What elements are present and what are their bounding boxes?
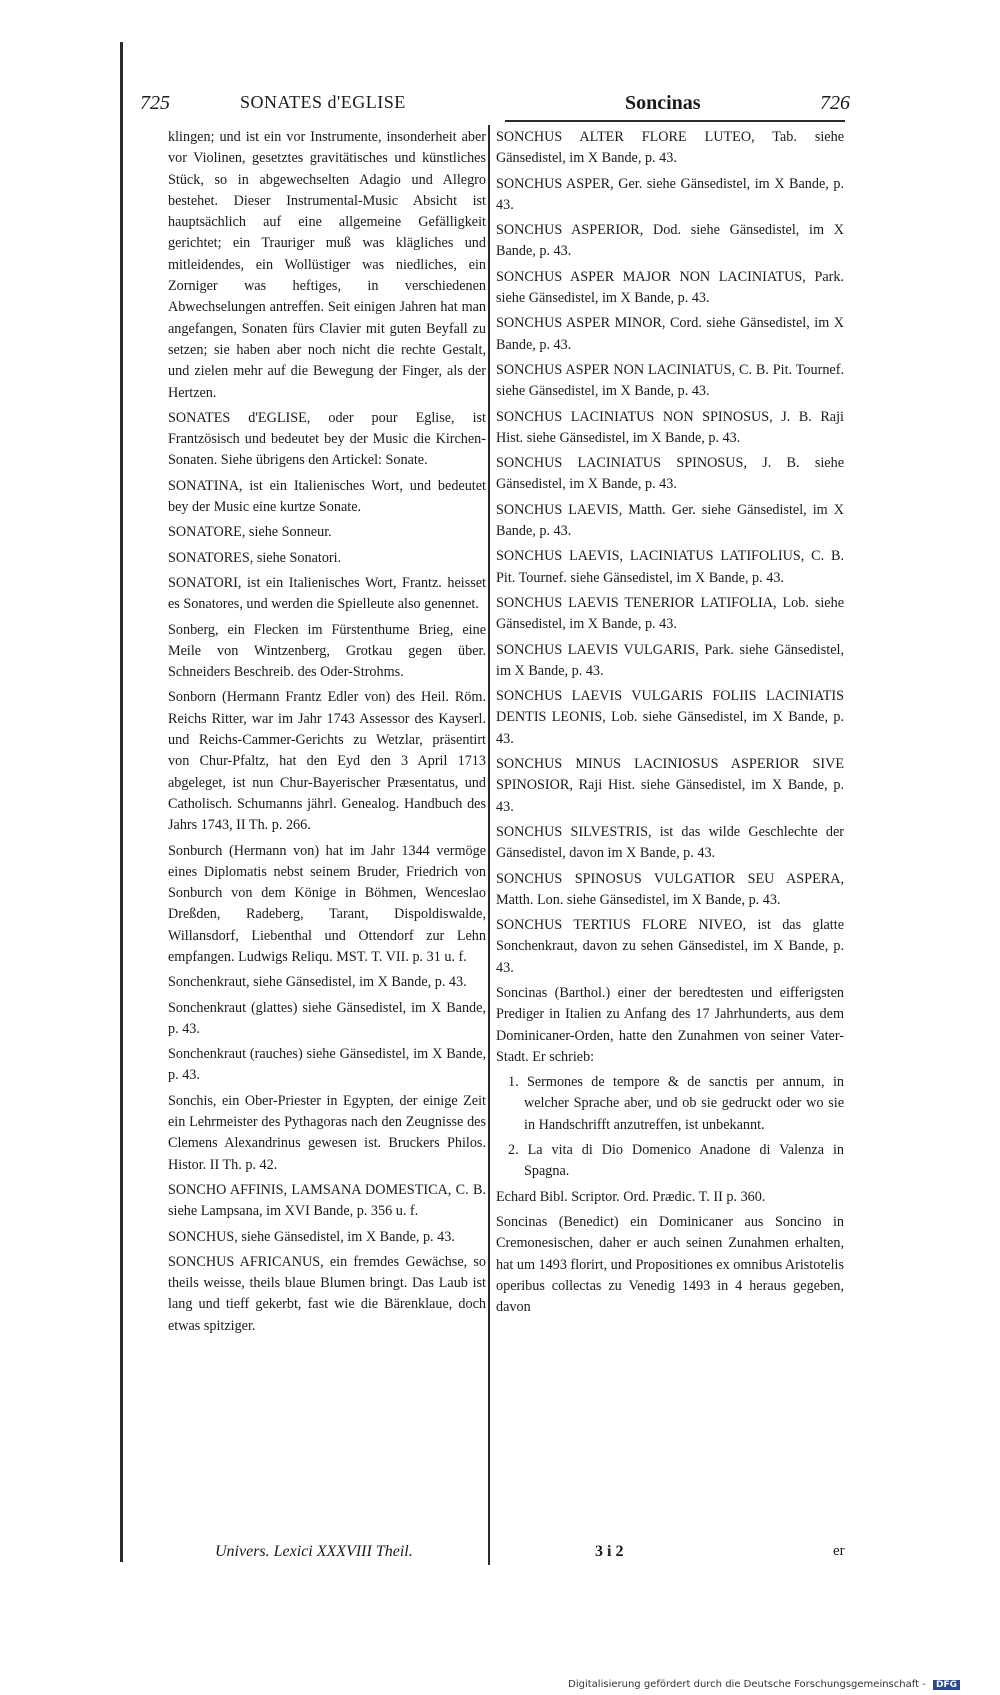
entry-sonchus-laciniatus-spinosus: SONCHUS LACINIATUS SPINOSUS, J. B. siehe Gänsedistel, im X Bande, p. 43. [496,455,844,493]
entry-sonchus-laevis-vulgaris-foliis: SONCHUS LAEVIS VULGARIS FOLIIS LACINIATIS DENTIS LEONIS, Lob. siehe Gänsedistel, im X Bande, p. 43. [496,688,844,747]
left-column [168,127,486,1341]
entry-sonchus-asper-non-laciniatus: SONCHUS ASPER NON LACINIATUS, C. B. Pit. Tournef. siehe Gänsedistel, im X Bande, p. 43. [496,361,844,400]
entry-sonate-continued: klingen; und ist ein vor Instrumente, insonderheit aber vor Violinen, gesetztes gravitätisches und künstliches Stück, so in abgewechselten Adagio und Allegro bestehet. Dieser Instrumental-Music Absicht ist hauptsächlich auf eine allgemeine Gefälligkeit gerichtet; ein Trauriger muß was klägliches und mitleidendes, ein Wollüstiger was niedliches, ein Zorniger was heftiges, in verschiedenen Abwechselungen antreffen. Seit einigen Jahren hat man angefangen, Sonaten fürs Clavier mit guten Beyfall zu setzen; sie haben aber noch nicht die rechte Gestalt, und zielen mehr auf die Bewegung der Finger, als der Hertzen. [168,129,486,401]
entry-soncho-affinis: SONCHO AFFINIS, LAMSANA DOMESTICA, C. B. siehe Lampsana, im XVI Bande, p. 356 u. f. [168,1181,486,1220]
entry-sonatores: SONATORES, siehe Sonatori. [168,549,342,566]
entry-sonchus-africanus: SONCHUS AFRICANUS, ein fremdes Gewächse, so theils weisse, theils blaue Blumen bringt. Das Laub ist lang und tieff gekerbt, fast wie die Bärenklaue, doch etwas spitziger. [168,1253,486,1334]
entry-sonberg: Sonberg, ein Flecken im Fürstenthume Brieg, eine Meile von Wintzenberg, Grotkau gegen über. Schneiders Beschreib. des Oder-Strohms. [168,621,486,681]
entry-sonchus-alter: SONCHUS ALTER FLORE LUTEO, Tab. siehe Gänsedistel, im X Bande, p. 43. [496,129,844,167]
credit-text: Digitalisierung gefördert durch die Deutsche Forschungsgemeinschaft - [568,1679,926,1690]
entry-soncinas-benedict: Soncinas (Benedict) ein Dominicaner aus Soncino in Cremonesischen, daher er auch seinen Zunahmen erhalten, hat um 1493 florirt, und Propositiones ex omnibus Aristotelis operibus collectas zu Venedig 1493 in 4 heraus gegeben, davon [496,1213,844,1316]
entry-sonchenkraut: Sonchenkraut, siehe Gänsedistel, im X Bande, p. 43. [168,974,467,991]
right-column [496,127,844,1322]
entry-sonatore: SONATORE, siehe Sonneur. [168,524,332,541]
entry-sonchus-laciniatus-non-spinosus: SONCHUS LACINIATUS NON SPINOSUS, J. B. Raji Hist. siehe Gänsedistel, im X Bande, p. 43. [496,408,844,446]
right-page-number: 726 [820,92,850,114]
entry-echard-reference: Echard Bibl. Scriptor. Ord. Prædic. T. II p. 360. [496,1188,766,1205]
entry-sonates-eglise: SONATES d'EGLISE, oder pour Eglise, ist Frantzösisch und bedeutet bey der Music die Kirchen-Sonaten. Siehe übrigens den Artickel: Sonate. [168,409,486,469]
left-margin-rule [120,42,123,1562]
header-rule [505,120,845,122]
entry-sonchus-asperior: SONCHUS ASPERIOR, Dod. siehe Gänsedistel, im X Bande, p. 43. [496,222,844,260]
left-page-number: 725 [140,92,170,114]
list-item: 2. La vita di Dio Domenico Anadone di Valenza in Spagna. [508,1142,844,1180]
entry-soncinas-barthol: Soncinas (Barthol.) einer der beredtesten und eifferigsten Prediger in Italien zu Anfang des 17 Jahrhunderts, aus dem Dominicaner-Orden, hatte den Zunahmen von seiner Vater-Stadt. Er schrieb: [496,984,844,1065]
entry-sonatina: SONATINA, ist ein Italienisches Wort, und bedeutet bey der Music eine kurtze Sonate. [168,477,486,516]
entry-sonburch: Sonburch (Hermann von) hat im Jahr 1344 vermöge eines Diplomatis nebst seinem Bruder, Friedrich von Sonburch von dem Könige in Böhmen, Wenceslao Dreßden, Radeberg, Tarant, Dispoldiswalde, Willansdorf, Liebenthal und Ottendorf zur Lehn empfangen. Ludwigs Reliqu. MST. T. VII. p. 31 u. f. [168,842,486,965]
digitization-credit [568,1679,960,1690]
entry-sonborn: Sonborn (Hermann Frantz Edler von) des Heil. Röm. Reichs Ritter, war im Jahr 1743 Assessor des Kayserl. und Reichs-Cammer-Gerichts zu Wetzlar, präsentirt von Chur-Pfaltz, hat den Eyd den 3 April 1713 abgeleget, ist nun Chur-Bayerischer Præsentatus, und Catholisch. Schumanns jährl. Genealog. Handbuch des Jahrs 1743, II Th. p. 266. [168,689,486,834]
list-item: 1. Sermones de tempore & de sanctis per annum, in welcher Sprache aber, und ob sie gedruckt oder wo sie in Handschrifft anzutreffen, ist unbekannt. [508,1074,844,1133]
entry-sonchus-minus-laciniosus: SONCHUS MINUS LACINIOSUS ASPERIOR SIVE SPINOSIOR, Raji Hist. siehe Gänsedistel, im X Bande, p. 43. [496,756,844,815]
entry-sonchus-asper-minor: SONCHUS ASPER MINOR, Cord. siehe Gänsedistel, im X Bande, p. 43. [496,315,844,353]
entry-sonchus: SONCHUS, siehe Gänsedistel, im X Bande, p. 43. [168,1228,455,1245]
column-divider [488,125,490,1565]
entry-sonchus-laevis-tenerior: SONCHUS LAEVIS TENERIOR LATIFOLIA, Lob. siehe Gänsedistel, im X Bande, p. 43. [496,594,844,633]
catchword: er [833,1543,845,1559]
entry-sonchus-spinosus: SONCHUS SPINOSUS VULGATIOR SEU ASPERA, Matth. Lon. siehe Gänsedistel, im X Bande, p. 43. [496,870,844,908]
entry-sonchenkraut-rauches: Sonchenkraut (rauches) siehe Gänsedistel, im X Bande, p. 43. [168,1046,486,1084]
entry-sonchus-silvestris: SONCHUS SILVESTRIS, ist das wilde Geschlechte der Gänsedistel, davon im X Bande, p. 43. [496,823,844,862]
entry-sonchus-laevis: SONCHUS LAEVIS, Matth. Ger. siehe Gänsedistel, im X Bande, p. 43. [496,501,844,540]
right-running-title: Soncinas [625,92,701,114]
dfg-logo: DFG [933,1680,960,1690]
sheet-mark: 3 i 2 [595,1543,624,1560]
entry-sonchus-asper-major: SONCHUS ASPER MAJOR NON LACINIATUS, Park. siehe Gänsedistel, im X Bande, p. 43. [496,268,844,307]
running-header [140,92,940,122]
entry-sonchus-tertius: SONCHUS TERTIUS FLORE NIVEO, ist das glatte Sonchenkraut, davon zu sehen Gänsedistel, im X Bande, p. 43. [496,917,844,976]
entry-sonchus-laevis-latifolius: SONCHUS LAEVIS, LACINIATUS LATIFOLIUS, C. B. Pit. Tournef. siehe Gänsedistel, im X Bande, p. 43. [496,548,844,586]
left-running-title: SONATES d'EGLISE [240,92,406,112]
signature-line: Univers. Lexici XXXVIII Theil. [215,1543,413,1560]
entry-sonchus-asper: SONCHUS ASPER, Ger. siehe Gänsedistel, im X Bande, p. 43. [496,175,844,213]
entry-sonchenkraut-glattes: Sonchenkraut (glattes) siehe Gänsedistel, im X Bande, p. 43. [168,999,486,1037]
entry-sonatori: SONATORI, ist ein Italienisches Wort, Frantz. heisset es Sonatores, und werden die Spielleute also genennet. [168,574,486,613]
entry-sonchus-laevis-vulgaris: SONCHUS LAEVIS VULGARIS, Park. siehe Gänsedistel, im X Bande, p. 43. [496,641,844,679]
entry-sonchis: Sonchis, ein Ober-Priester in Egypten, der einige Zeit ein Lehrmeister des Pythagoras nach den Zeugnisse des Clemens Alexandrinus gewesen ist. Bruckers Philos. Histor. II Th. p. 42. [168,1092,486,1173]
